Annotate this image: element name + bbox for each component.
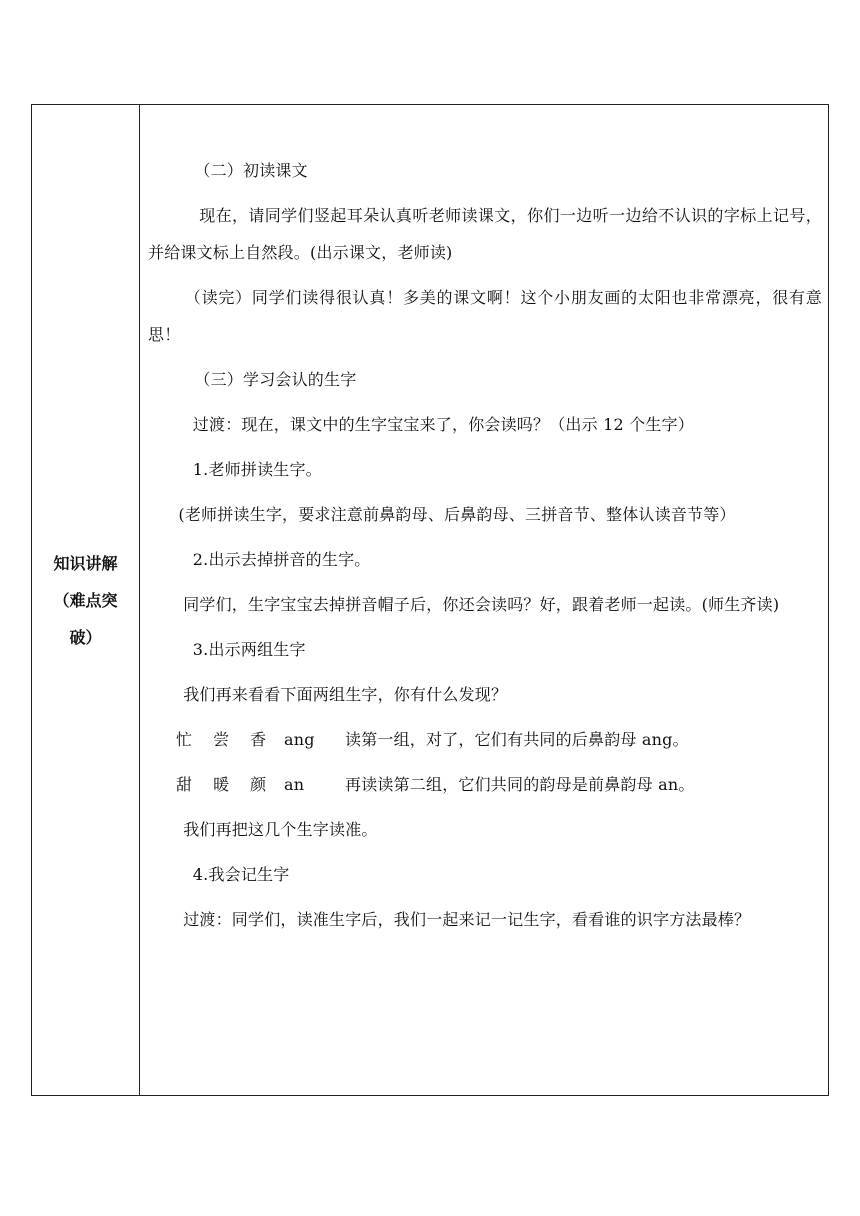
content-cell (140, 105, 829, 1096)
char-group-row (148, 721, 822, 758)
step-heading: 2.出示去掉拼音的生字。 (192, 550, 371, 569)
char-group: 甜 暖 颜 (176, 775, 275, 794)
side-label-line: （难点突 (53, 590, 118, 610)
side-label-line: 破） (69, 627, 102, 647)
pinyin-final: an (284, 775, 305, 794)
section-title: （三）学习会认的生字 (194, 370, 357, 389)
paragraph: (老师拼读生字，要求注意前鼻韵母、后鼻韵母、三拼音节、整体认读音节等） (178, 505, 736, 524)
table-row (32, 105, 829, 1096)
step-heading: 4.我会记生字 (192, 865, 290, 884)
paragraph: 同学们，生字宝宝去掉拼音帽子后，你还会读吗？好，跟着老师一起读。(师生齐读) (183, 595, 780, 614)
group-explanation: 读第一组，对了，它们有共同的后鼻韵母 ang。 (345, 730, 689, 749)
lesson-table (31, 104, 829, 1096)
pinyin-final: ang (284, 730, 315, 749)
paragraph: （读完）同学们读得很认真！多美的课文啊！这个小朋友画的太阳也非常漂亮，很有意思！ (148, 288, 822, 344)
step-heading: 1.老师拼读生字。 (192, 460, 322, 479)
paragraph: 我们再来看看下面两组生字，你有什么发现？ (183, 685, 508, 704)
group-explanation: 再读读第二组，它们共同的韵母是前鼻韵母 an。 (345, 775, 695, 794)
side-label-line: 知识讲解 (53, 553, 118, 573)
char-group: 忙 尝 香 (176, 730, 275, 749)
side-label (36, 545, 136, 656)
side-label-cell (32, 105, 140, 1096)
section-title: （二）初读课文 (194, 161, 308, 180)
step-heading: 3.出示两组生字 (192, 640, 306, 659)
paragraph: 现在，请同学们竖起耳朵认真听老师读课文，你们一边听一边给不认识的字标上记号，并给课文标上自然段。(出示课文，老师读) (148, 206, 822, 262)
lesson-content (140, 105, 828, 938)
paragraph: 我们再把这几个生字读准。 (183, 820, 378, 839)
char-group-row (148, 766, 822, 803)
paragraph: 过渡：现在，课文中的生字宝宝来了，你会读吗？（出示 12 个生字） (192, 415, 694, 434)
paragraph: 过渡：同学们，读准生字后，我们一起来记一记生字，看看谁的识字方法最棒？ (183, 910, 751, 929)
